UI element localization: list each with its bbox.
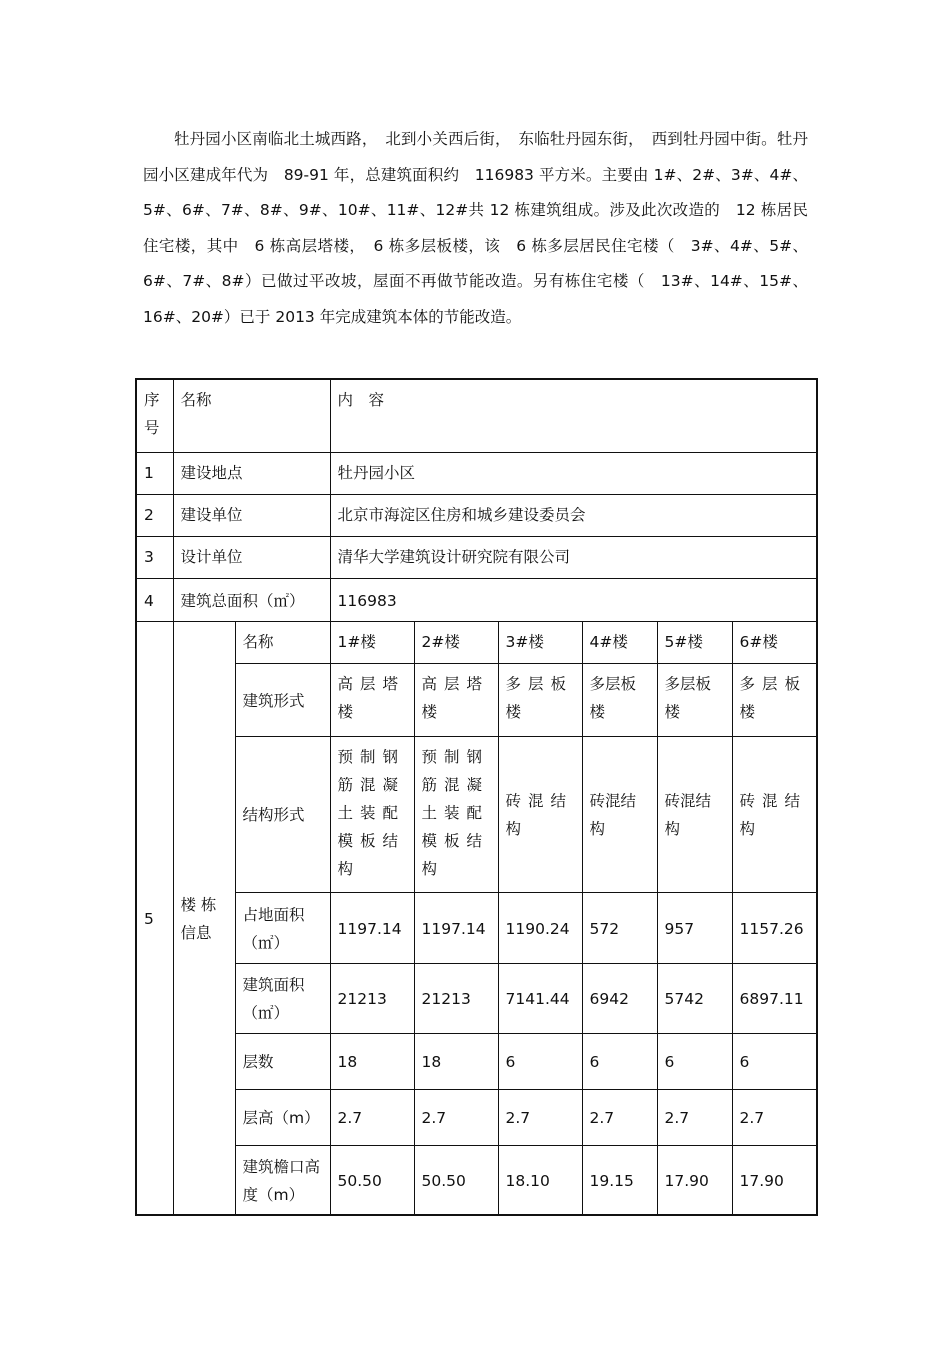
eave-height: 18.10 [498, 1145, 582, 1215]
building-name: 1#楼 [330, 621, 414, 663]
row-label: 建筑形式 [235, 663, 330, 736]
building-structure-row [136, 736, 817, 892]
floor-count: 18 [330, 1033, 414, 1089]
building-structure: 预制钢筋混凝土装配模板结构 [414, 736, 498, 892]
floor-height: 2.7 [330, 1089, 414, 1145]
row-label: 结构形式 [235, 736, 330, 892]
land-area: 572 [582, 892, 657, 963]
eave-height: 17.90 [657, 1145, 732, 1215]
row-label: 建设地点 [173, 452, 330, 494]
floor-area: 6897.11 [732, 963, 817, 1033]
building-form: 高层塔楼 [330, 663, 414, 736]
row-value: 116983 [330, 578, 817, 621]
floor-height: 2.7 [582, 1089, 657, 1145]
row-no: 1 [136, 452, 173, 494]
header-content: 内 容 [330, 379, 817, 452]
floor-count: 6 [732, 1033, 817, 1089]
table-row [136, 536, 817, 578]
floor-height: 2.7 [498, 1089, 582, 1145]
row-label: 占地面积（㎡） [235, 892, 330, 963]
row-label: 名称 [235, 621, 330, 663]
intro-paragraph: 牡丹园小区南临北土城西路， 北到小关西后街， 东临牡丹园东街， 西到牡丹园中街。牡丹园小区建成年代为 89-91 年，总建筑面积约 116983 平方米。主要由 1#、2#、3#、4#、5#、6#、7#、8#、9#、10#、11#、12#共 12 栋建筑组成。涉及此次改造的 12 栋居民住宅楼，其中 6 栋高层塔楼， 6 栋多层板楼，该 6 栋多层居民住宅楼（ 3#、4#、5#、6#、7#、8#）已做过平改坡，屋面不再做节能改造。另有栋住宅楼（ 13#、14#、15#、16#、20#）已于 2013 年完成建筑本体的节能改造。 [143, 130, 808, 326]
row-no: 2 [136, 494, 173, 536]
floors-row [136, 1033, 817, 1089]
floor-height-row [136, 1089, 817, 1145]
building-structure: 预制钢筋混凝土装配模板结构 [330, 736, 414, 892]
building-form: 多层板楼 [732, 663, 817, 736]
building-structure: 砖混结构 [657, 736, 732, 892]
row-no: 5 [136, 621, 173, 1215]
row-label: 建筑总面积（㎡） [173, 578, 330, 621]
eave-height-row [136, 1145, 817, 1215]
eave-height: 50.50 [330, 1145, 414, 1215]
floor-height: 2.7 [414, 1089, 498, 1145]
eave-height: 50.50 [414, 1145, 498, 1215]
row-value: 北京市海淀区住房和城乡建设委员会 [330, 494, 817, 536]
building-form: 多层板楼 [498, 663, 582, 736]
building-form: 多层板楼 [657, 663, 732, 736]
floor-area-row [136, 963, 817, 1033]
floor-area: 5742 [657, 963, 732, 1033]
row-label: 建筑面积（㎡） [235, 963, 330, 1033]
floor-count: 6 [582, 1033, 657, 1089]
row-label: 层高（m） [235, 1089, 330, 1145]
row-label: 设计单位 [173, 536, 330, 578]
building-name: 5#楼 [657, 621, 732, 663]
building-name: 4#楼 [582, 621, 657, 663]
building-structure: 砖混结构 [498, 736, 582, 892]
floor-height: 2.7 [732, 1089, 817, 1145]
building-name: 3#楼 [498, 621, 582, 663]
row-label: 建设单位 [173, 494, 330, 536]
land-area: 1157.26 [732, 892, 817, 963]
row-no: 4 [136, 578, 173, 621]
floor-count: 6 [657, 1033, 732, 1089]
building-structure: 砖混结构 [582, 736, 657, 892]
header-row [136, 379, 817, 452]
floor-area: 7141.44 [498, 963, 582, 1033]
land-area-row [136, 892, 817, 963]
floor-count: 18 [414, 1033, 498, 1089]
eave-height: 17.90 [732, 1145, 817, 1215]
building-form: 高层塔楼 [414, 663, 498, 736]
floor-area: 21213 [414, 963, 498, 1033]
floor-height: 2.7 [657, 1089, 732, 1145]
row-no: 3 [136, 536, 173, 578]
floor-area: 21213 [330, 963, 414, 1033]
land-area: 1190.24 [498, 892, 582, 963]
header-name: 名称 [173, 379, 330, 452]
building-form-row [136, 663, 817, 736]
land-area: 1197.14 [414, 892, 498, 963]
header-no: 序号 [136, 379, 173, 452]
project-info-table [135, 378, 818, 1216]
building-name-row [136, 621, 817, 663]
row-value: 清华大学建筑设计研究院有限公司 [330, 536, 817, 578]
building-structure: 砖混结构 [732, 736, 817, 892]
row-value: 牡丹园小区 [330, 452, 817, 494]
land-area: 1197.14 [330, 892, 414, 963]
row-label: 层数 [235, 1033, 330, 1089]
floor-count: 6 [498, 1033, 582, 1089]
table-row [136, 494, 817, 536]
table-row [136, 452, 817, 494]
building-group-label: 楼 栋 信息 [173, 621, 235, 1215]
table-row [136, 578, 817, 621]
building-name: 2#楼 [414, 621, 498, 663]
row-label: 建筑檐口高度（m） [235, 1145, 330, 1215]
building-name: 6#楼 [732, 621, 817, 663]
land-area: 957 [657, 892, 732, 963]
eave-height: 19.15 [582, 1145, 657, 1215]
floor-area: 6942 [582, 963, 657, 1033]
building-form: 多层板楼 [582, 663, 657, 736]
